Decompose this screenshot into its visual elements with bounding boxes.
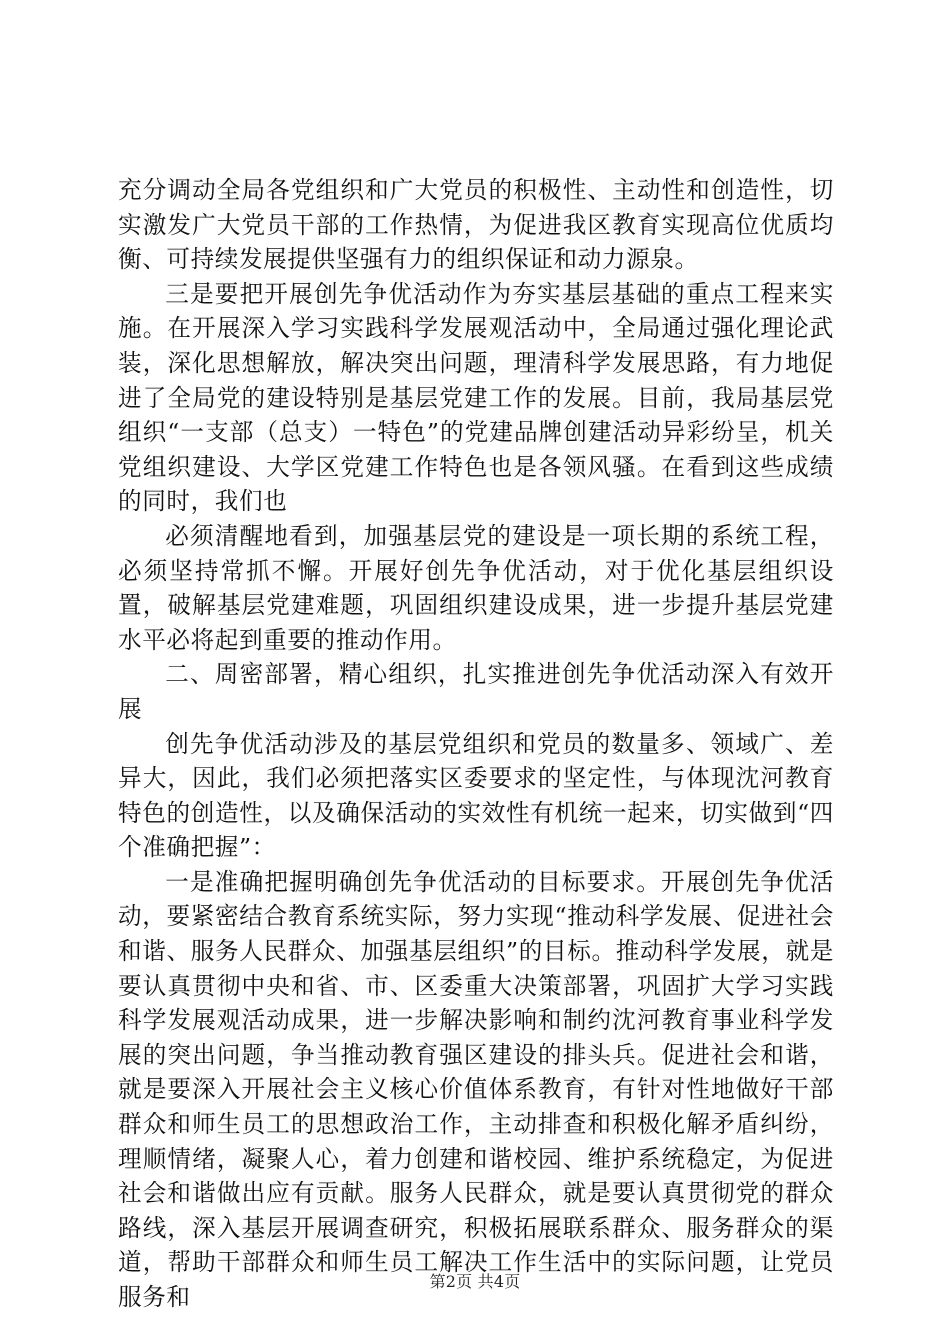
section-heading-2: 二、周密部署，精心组织，扎实推进创先争优活动深入有效开展 [118,660,834,723]
document-body [118,173,834,1315]
paragraph-4: 创先争优活动涉及的基层党组织和党员的数量多、领域广、差异大，因此，我们必须把落实区委要求的坚定性，与体现沈河教育特色的创造性，以及确保活动的实效性有机统一起来，切实做到“四个准确把握”： [118,729,834,862]
page-number-label: 第2页 共4页 [429,1272,521,1291]
page-footer [0,1272,950,1292]
paragraph-1: 充分调动全局各党组织和广大党员的积极性、主动性和创造性，切实激发广大党员干部的工作热情，为促进我区教育实现高位优质均衡、可持续发展提供坚强有力的组织保证和动力源泉。 [118,176,834,274]
paragraph-2: 三是要把开展创先争优活动作为夯实基层基础的重点工程来实施。在开展深入学习实践科学发展观活动中，全局通过强化理论武装，深化思想解放，解决突出问题，理清科学发展思路，有力地促进了全局党的建设特别是基层党建工作的发展。目前，我局基层党组织“一支部（总支）一特色”的党建品牌创建活动异彩纷呈，机关党组织建设、大学区党建工作特色也是各领风骚。在看到这些成绩的同时，我们也 [118,279,834,516]
paragraph-5: 一是准确把握明确创先争优活动的目标要求。开展创先争优活动，要紧密结合教育系统实际，努力实现“推动科学发展、促进社会和谐、服务人民群众、加强基层组织”的目标。推动科学发展，就是要认真贯彻中央和省、市、区委重大决策部署，巩固扩大学习实践科学发展观活动成果，进一步解决影响和制约沈河教育事业科学发展的突出问题，争当推动教育强区建设的排头兵。促进社会和谐，就是要深入开展社会主义核心价值体系教育，有针对性地做好干部群众和师生员工的思想政治工作，主动排查和积极化解矛盾纠纷，理顺情绪，凝聚人心，着力创建和谐校园、维护系统稳定，为促进社会和谐做出应有贡献。服务人民群众，就是要认真贯彻党的群众路线，深入基层开展调查研究，积极拓展联系群众、服务群众的渠道，帮助干部群众和师生员工解决工作生活中的实际问题，让党员服务和 [118,867,834,1311]
paragraph-3: 必须清醒地看到，加强基层党的建设是一项长期的系统工程，必须坚持常抓不懈。开展好创先争优活动，对于优化基层组织设置，破解基层党建难题，巩固组织建设成果，进一步提升基层党建水平必将起到重要的推动作用。 [118,521,834,654]
